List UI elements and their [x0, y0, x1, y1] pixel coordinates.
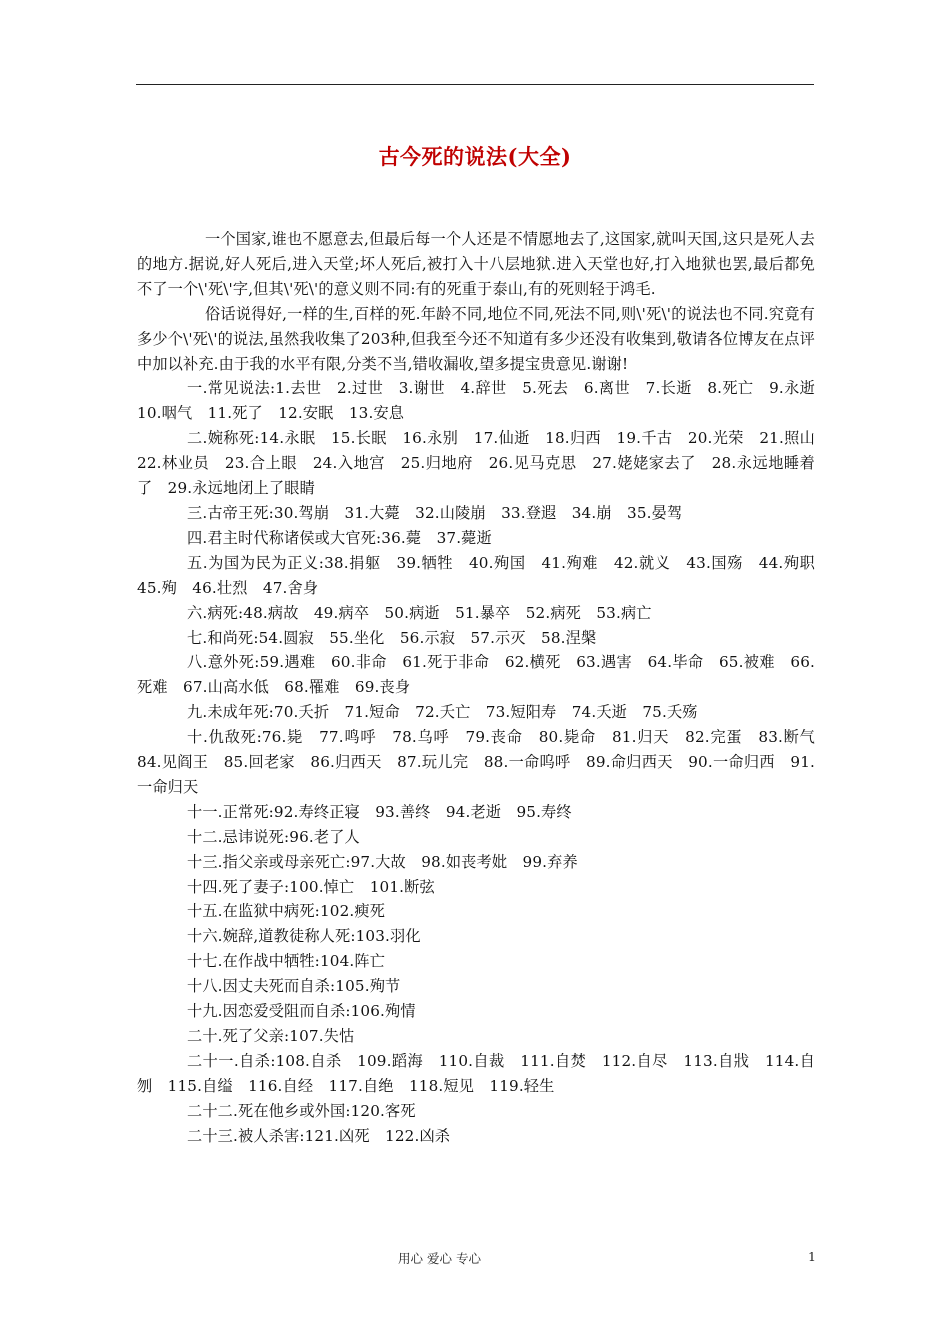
intro-paragraph: 一个国家,谁也不愿意去,但最后每一个人还是不情愿地去了,这国家,就叫天国,这只是死人去的地方.据说,好人死后,进入天堂;坏人死后,被打入十八层地狱.进入天堂也好,打入地狱也罢,最后都免不了一个\'死\'字,但其\'死\'的意义则不同:有的死重于泰山,有的死则轻于鸿毛. [137, 230, 815, 298]
category-list [137, 376, 831, 1148]
category-item: 十五.在监狱中病死:102.瘐死 [187, 902, 386, 921]
category-item: 六.病死:48.病故 49.病卒 50.病逝 51.暴卒 52.病死 53.病亡 [187, 603, 652, 622]
category-item: 二十三.被人杀害:121.凶死 122.凶杀 [187, 1126, 451, 1145]
category-item: 二.婉称死:14.永眠 15.长眠 16.永别 17.仙逝 18.归西 19.千古 20.光荣 21.照山 22.林业员 23.合上眼 24.入地宫 25.归地府 26.见马克思 27.姥姥家去了 28.永远地睡着了 29.永远地闭上了眼睛 [137, 429, 831, 498]
category-item: 十.仇敌死:76.毙 77.鸣呼 78.乌呼 79.丧命 80.毙命 81.归天 82.完蛋 83.断气 84.见阎王 85.回老家 86.归西天 87.玩儿完 88.一命呜呼 89.命归西天 90.一命归西 91.一命归天 [137, 728, 831, 796]
category-item: 十三.指父亲或母亲死亡:97.大故 98.如丧考妣 99.弃养 [187, 852, 578, 871]
category-item: 一.常见说法:1.去世 2.过世 3.谢世 4.辞世 5.死去 6.离世 7.长逝 8.死亡 9.永逝 10.咽气 11.死了 12.安眠 13.安息 [137, 379, 831, 423]
page-number: 1 [808, 1249, 816, 1264]
category-item: 九.未成年死:70.夭折 71.短命 72.夭亡 73.短阳寿 74.夭逝 75.夭殇 [187, 703, 698, 722]
category-item: 十四.死了妻子:100.悼亡 101.断弦 [187, 877, 435, 896]
category-item: 十一.正常死:92.寿终正寝 93.善终 94.老逝 95.寿终 [187, 802, 572, 821]
category-item: 五.为国为民为正义:38.捐躯 39.牺牲 40.殉国 41.殉难 42.就义 43.国殇 44.殉职 45.殉 46.壮烈 47.舍身 [137, 553, 831, 597]
category-item: 二十一.自杀:108.自杀 109.蹈海 110.自裁 111.自焚 112.自尽 113.自戕 114.自刎 115.自缢 116.自经 117.自绝 118.短见 119.轻生 [137, 1051, 815, 1095]
category-item: 二十二.死在他乡或外国:120.客死 [187, 1101, 416, 1120]
category-item: 十二.忌讳说死:96.老了人 [187, 827, 360, 846]
category-item: 十八.因丈夫死而自杀:105.殉节 [187, 977, 401, 996]
document-body [137, 227, 831, 1149]
category-item: 十六.婉辞,道教徒称人死:103.羽化 [187, 927, 421, 946]
category-item: 二十.死了父亲:107.失怙 [187, 1027, 355, 1045]
header-rule [136, 84, 814, 85]
category-item: 十九.因恋爱受阻而自杀:106.殉情 [187, 1002, 416, 1021]
document-title: 古今死的说法(大全) [378, 144, 572, 169]
category-item: 三.古帝王死:30.驾崩 31.大薨 32.山陵崩 33.登遐 34.崩 35.晏驾 [187, 503, 683, 522]
category-item: 四.君主时代称诸侯或大官死:36.薨 37.薨逝 [187, 528, 492, 547]
category-item: 八.意外死:59.遇难 60.非命 61.死于非命 62.横死 63.遇害 64.毕命 65.被难 66.死难 67.山高水低 68.罹难 69.丧身 [137, 653, 815, 697]
category-item: 七.和尚死:54.圆寂 55.坐化 56.示寂 57.示灭 58.涅槃 [187, 628, 597, 647]
footer-motto: 用心 爱心 专心 [398, 1251, 481, 1266]
category-item: 十七.在作战中牺牲:104.阵亡 [187, 952, 386, 971]
intro-paragraph: 俗话说得好,一样的生,百样的死.年龄不同,地位不同,死法不同,则\'死\'的说法也不同.究竟有多少个\'死\'的说法,虽然我收集了203种,但我至今还不知道有多少还没有收集到,敬请各位博友在点评中加以补充.由于我的水平有限,分类不当,错收漏收,望多提宝贵意见.谢谢! [137, 304, 815, 373]
